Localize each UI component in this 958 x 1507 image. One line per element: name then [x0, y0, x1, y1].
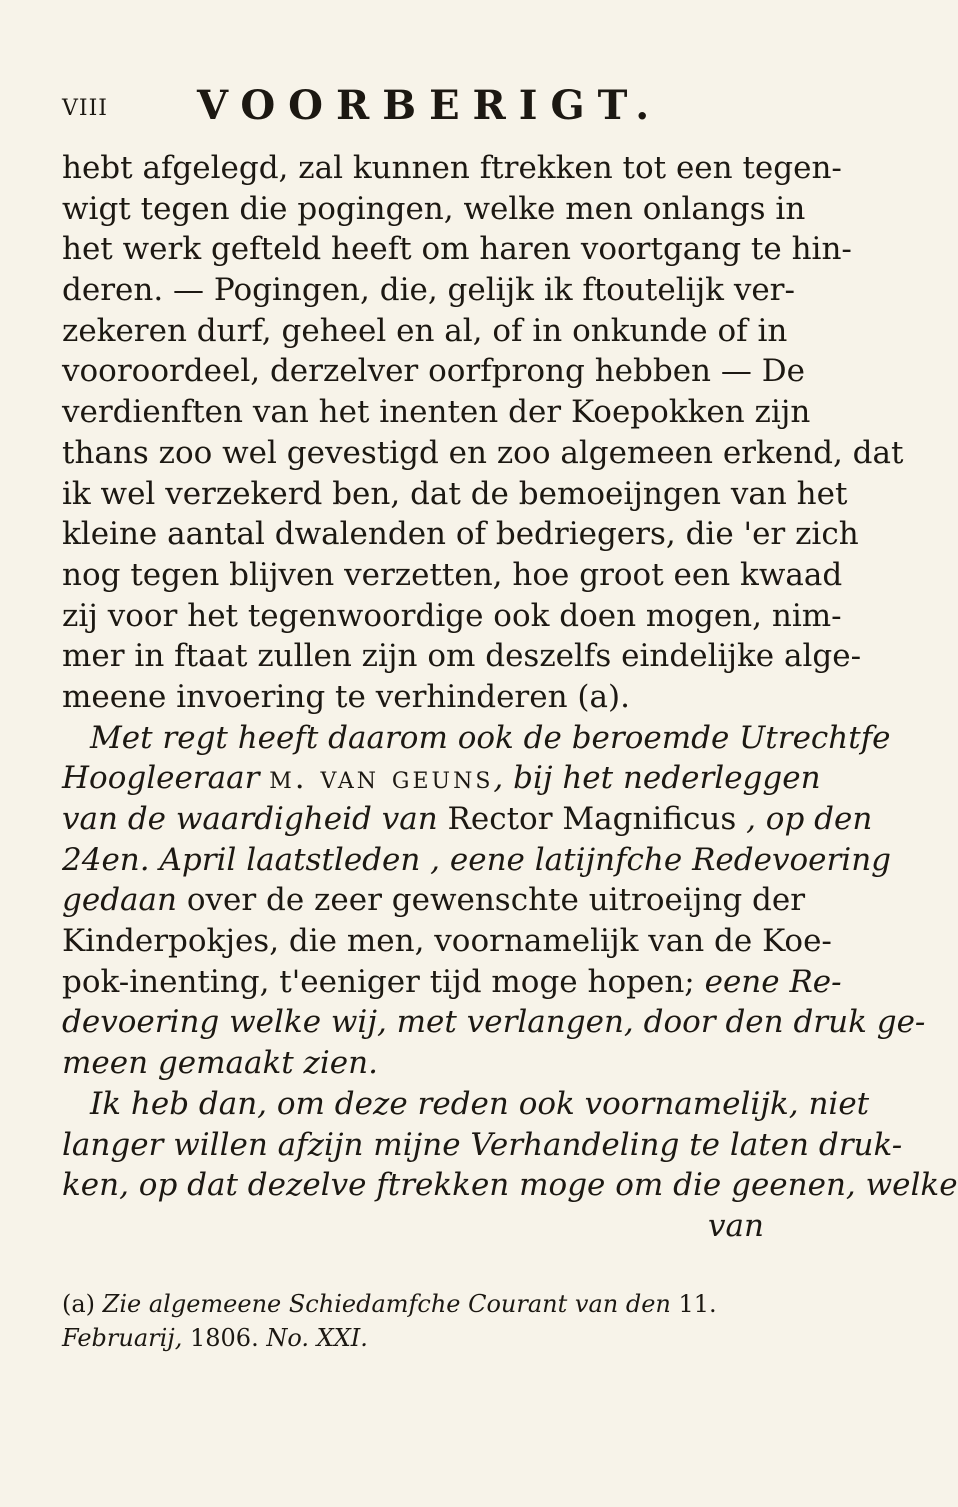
text-line: zij voor het tegenwoordige ook doen mogen, nim-	[62, 597, 842, 634]
text-line: kleine aantal dwalenden of bedriegers, die 'er zich	[62, 516, 859, 553]
text-line: het werk gefteld heeft om haren voortgang te hin-	[62, 231, 852, 268]
text-span: over de zeer gewenschte uitroeijng der	[176, 882, 806, 919]
text-line: hebt afgelegd, zal kunnen ftrekken tot een tegen-	[62, 150, 842, 186]
catchword: van	[708, 1207, 764, 1244]
text-line: ik wel verzekerd ben, dat de bemoeijngen van het	[62, 475, 848, 512]
text-span: 11.	[678, 1290, 717, 1318]
text-line: wigt tegen die pogingen, welke men onlangs in	[62, 190, 806, 227]
text-line: thans zoo wel gevestigd en zoo algemeen erkend, dat	[62, 434, 904, 471]
text-line: verdienften van het inenten der Koepokken zijn	[62, 394, 811, 431]
text-line	[62, 799, 873, 840]
text-span: , bij het nederleggen	[493, 760, 821, 797]
text-span: eene Re-	[704, 963, 842, 1000]
text-line: zekeren durf, geheel en al, of in onkunde of in	[62, 312, 788, 349]
text-span: gedaan	[62, 882, 177, 919]
text-line	[62, 880, 806, 921]
author-name: m. van geuns	[269, 760, 494, 797]
text-line: Met regt heeft daarom ook de beroemde Utrechtfe	[90, 719, 891, 756]
body-text	[62, 148, 958, 1247]
text-line	[62, 962, 842, 1003]
text-span: van de waardigheid van	[62, 801, 448, 837]
text-span: 1806.	[190, 1324, 267, 1352]
footnotes	[62, 1287, 764, 1355]
text-line: 24en. April laatstleden , eene latijnfche Redevoering	[62, 841, 892, 878]
running-title: VOORBERIGT.	[197, 82, 663, 129]
text-span: Rector Magnificus	[447, 801, 737, 837]
text-line: mer in ftaat zullen zijn om deszelfs eindelijke alge-	[62, 638, 862, 675]
text-line	[62, 758, 821, 799]
footnote-line	[62, 1287, 764, 1321]
text-span: Februarij,	[62, 1324, 190, 1352]
text-line: meene invoering te verhinderen (a).	[62, 678, 630, 715]
text-line: Kinderpokjes, die men, voornamelijk van de Koe-	[62, 923, 832, 960]
page-number: VIII	[62, 96, 108, 121]
footnote-marker: (a)	[62, 1290, 103, 1318]
text-span: Zie algemeene Schiedamfche Courant van den	[102, 1290, 679, 1318]
text-span: Hoogleeraar	[62, 760, 270, 797]
text-span: No. XXI.	[266, 1324, 368, 1352]
text-line: devoering welke wij, met verlangen, door den druk ge-	[62, 1004, 926, 1041]
text-line: meen gemaakt zien.	[62, 1045, 378, 1082]
text-line: vooroordeel, derzelver oorfprong hebben — De	[62, 353, 805, 390]
page-header	[62, 82, 762, 130]
text-line: deren. — Pogingen, die, gelijk ik ftoutelijk ver-	[62, 272, 795, 309]
text-span: , op den	[736, 801, 873, 837]
text-line: Ik heb dan, om deze reden ook voornamelijk, niet	[90, 1085, 870, 1122]
footnote-line	[62, 1321, 764, 1355]
text-span: pok-inenting, t'eeniger tijd moge hopen;	[62, 963, 705, 1000]
text-line: ken, op dat dezelve ftrekken moge om die geenen, welke	[62, 1167, 958, 1204]
text-line: langer willen afzijn mijne Verhandeling te laten druk-	[62, 1126, 903, 1163]
text-line: nog tegen blijven verzetten, hoe groot een kwaad	[62, 556, 843, 593]
